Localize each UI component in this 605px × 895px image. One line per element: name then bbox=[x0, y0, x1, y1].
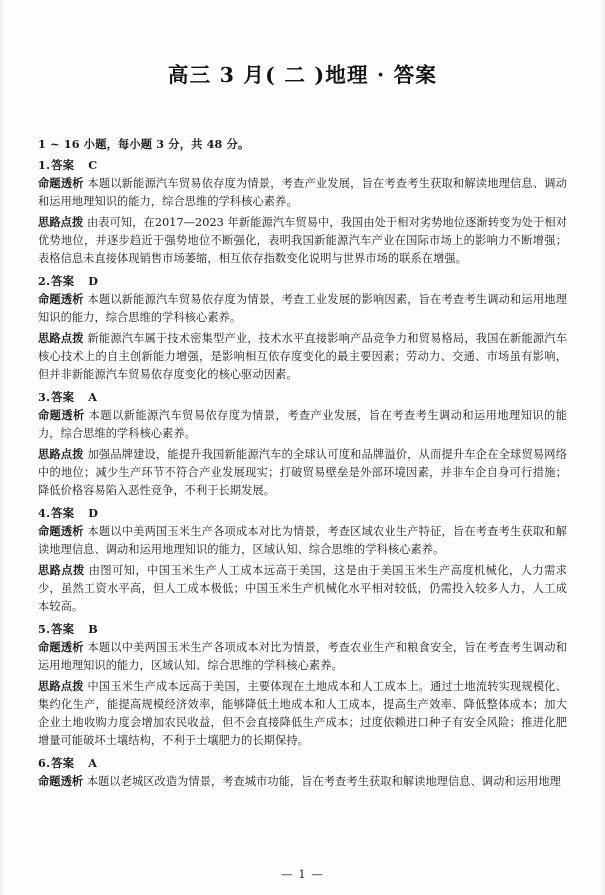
answer-label: 答案 bbox=[51, 505, 75, 520]
answer-row bbox=[38, 157, 567, 174]
analysis-label: 命题透析 bbox=[38, 176, 84, 191]
answer-row bbox=[38, 389, 567, 406]
question-number: 5. bbox=[38, 621, 51, 636]
tips-paragraph bbox=[38, 561, 567, 616]
analysis-text: 本题以老城区改造为情景，考查城市功能，旨在考查考生获取和解读地理信息、调动和运用地理 bbox=[86, 775, 561, 789]
tips-text: 中国玉米生产成本远高于美国，主要体现在土地成本和人工成本上。通过土地流转实现规模化、集约化生产，能提高规模经济效率，能够降低土地成本和人工成本，提高生产效率、降低整体成本；加大企业土地收购力度会增加农民收益，但不会直接降低生产成本；过度依赖进口种子有安全风险；推进化肥增量可能破坏土壤结构，不利于土壤肥力的长期保持。 bbox=[38, 679, 568, 747]
analysis-label: 命题透析 bbox=[38, 408, 85, 423]
analysis-label: 命题透析 bbox=[38, 774, 84, 789]
tips-text: 新能源汽车属于技术密集型产业，技术水平直接影响产品竞争力和贸易格局，我国在新能源汽车核心技术上的自主创新能力增强，是影响相互依存度变化的最主要因素；劳动力、交通、市场虽有影响，但并非新能源汽车贸易依存度变化的核心驱动因素。 bbox=[38, 331, 568, 381]
analysis-label: 命题透析 bbox=[38, 292, 84, 307]
analysis-paragraph bbox=[38, 406, 567, 443]
answer-row bbox=[38, 621, 567, 638]
question-block bbox=[38, 389, 567, 501]
analysis-text: 本题以中美两国玉米生产各项成本对比为情景，考查农业生产和粮食安全，旨在考查考生调动和运用地理知识的能力，区域认知、综合思维的学科核心素养。 bbox=[38, 641, 568, 673]
tips-label: 思路点拨 bbox=[38, 330, 84, 345]
analysis-text: 本题以新能源汽车贸易依存度为情景，考查产业发展，旨在考查考生调动和运用地理知识的能力，综合思维的学科核心素养。 bbox=[38, 409, 567, 441]
question-number: 6. bbox=[38, 755, 51, 770]
question-number: 4. bbox=[38, 505, 51, 520]
analysis-paragraph bbox=[38, 638, 567, 675]
answer-row bbox=[38, 505, 567, 522]
tips-paragraph bbox=[38, 329, 567, 384]
analysis-label: 命题透析 bbox=[38, 640, 84, 655]
question-number: 3. bbox=[38, 389, 51, 404]
answer-label: 答案 bbox=[51, 621, 75, 636]
tips-label: 思路点拨 bbox=[38, 446, 84, 461]
page-title: 高三 3 月( 二 )地理 · 答案 bbox=[167, 63, 438, 87]
answer-value: A bbox=[88, 755, 98, 770]
answer-row bbox=[38, 273, 567, 290]
question-block bbox=[38, 505, 567, 617]
tips-label: 思路点拨 bbox=[38, 562, 85, 577]
tips-paragraph bbox=[38, 445, 567, 500]
question-block bbox=[38, 157, 567, 269]
analysis-paragraph bbox=[38, 174, 567, 211]
page-number: — 1 — bbox=[281, 867, 324, 881]
tips-paragraph bbox=[38, 213, 567, 268]
tips-label: 思路点拨 bbox=[38, 214, 84, 229]
answer-label: 答案 bbox=[51, 157, 75, 172]
tips-paragraph bbox=[38, 677, 567, 751]
answer-value: D bbox=[88, 273, 99, 288]
tips-text: 由表可知，在2017—2023 年新能源汽车贸易中，我国由处于相对劣势地位逐渐转变为处于相对优势地位，并逐步趋近于强势地位不断强化，表明我国新能源汽车产业在国际市场上的影响力不断增强；表格信息未直接体现销售市场萎缩，相互依存指数变化说明与世界市场的联系在增强。 bbox=[38, 215, 567, 265]
question-block bbox=[38, 755, 567, 792]
question-number: 2. bbox=[38, 273, 51, 288]
question-block bbox=[38, 273, 567, 385]
analysis-text: 本题以新能源汽车贸易依存度为情景，考查工业发展的影响因素，旨在考查考生调动和运用地理知识的能力，综合思维的学科核心素养。 bbox=[38, 293, 568, 325]
answer-value: B bbox=[88, 621, 99, 636]
analysis-paragraph bbox=[38, 772, 567, 791]
answer-label: 答案 bbox=[51, 273, 75, 288]
answer-row bbox=[38, 755, 567, 772]
question-number: 1. bbox=[38, 157, 51, 172]
tips-label: 思路点拨 bbox=[38, 678, 84, 693]
answer-value: A bbox=[88, 389, 98, 404]
question-block bbox=[38, 621, 567, 751]
tips-text: 加强品牌建设，能提升我国新能源汽车的全球认可度和品牌溢价，从而提升车企在全球贸易网络中的地位；减少生产环节不符合产业发展现实；打破贸易壁垒是外部环境因素，并非车企自身可行措施；降低价格容易陷入恶性竞争，不利于长期发展。 bbox=[38, 447, 568, 497]
analysis-paragraph bbox=[38, 290, 567, 327]
analysis-label: 命题透析 bbox=[38, 524, 84, 539]
analysis-text: 本题以中美两国玉米生产各项成本对比为情景，考查区域农业生产特征，旨在考查考生获取和解读地理信息、调动和运用地理知识的能力，区域认知、综合思维的学科核心素养。 bbox=[38, 525, 568, 557]
answer-label: 答案 bbox=[51, 389, 75, 404]
answer-label: 答案 bbox=[51, 755, 75, 770]
analysis-paragraph bbox=[38, 522, 567, 559]
answer-value: D bbox=[88, 505, 99, 520]
page-right-edge-shadow bbox=[599, 0, 605, 895]
analysis-text: 本题以新能源汽车贸易依存度为情景，考查产业发展，旨在考查考生获取和解读地理信息、调动和运用地理知识的能力，综合思维的学科核心素养。 bbox=[38, 177, 568, 209]
tips-text: 由图可知，中国玉米生产人工成本远高于美国，这是由于美国玉米生产高度机械化，人力需求少，虽然工资水平高，但人工成本极低；中国玉米生产机械化水平相对较低，仍需投入较多人力，人工成本较高。 bbox=[38, 563, 567, 613]
answer-value: C bbox=[88, 157, 98, 172]
page-left-edge-shadow bbox=[0, 0, 6, 895]
scoring-instruction: 1 ~ 16 小题，每小题 3 分，共 48 分。 bbox=[38, 137, 250, 151]
